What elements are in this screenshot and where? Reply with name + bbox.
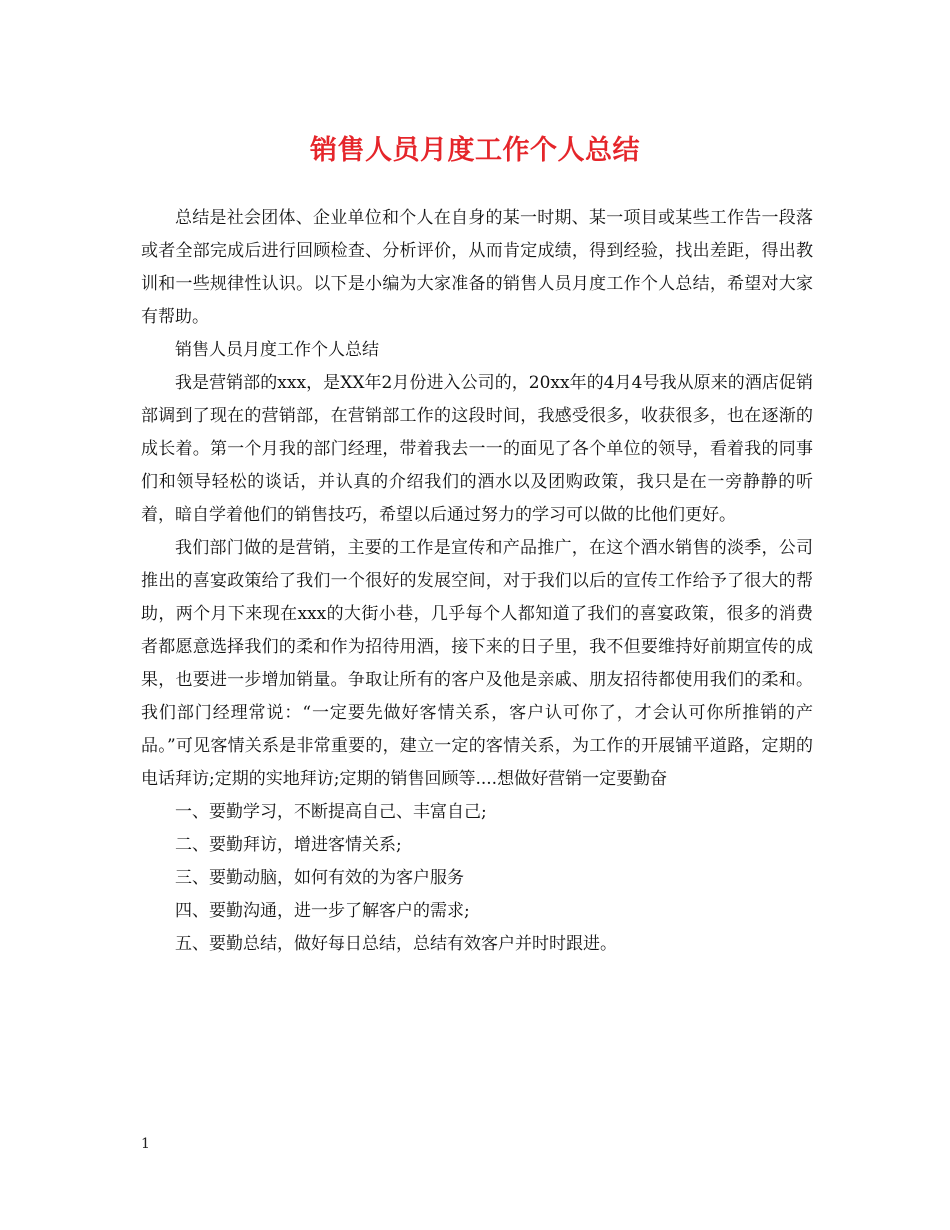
list-item-visit: 二、要勤拜访，增进客情关系; [175,835,402,855]
list-item-think: 三、要勤动脑，如何有效的为客户服务 [175,868,464,888]
paragraph-subtitle: 销售人员月度工作个人总结 [175,340,379,360]
document-title: 销售人员月度工作个人总结 [310,135,640,166]
paragraph-department-work: 我们部门做的是营销，主要的工作是宣传和产品推广，在这个酒水销售的淡季，公司推出的喜宴政策给了我们一个很好的发展空间，对于我们以后的宣传工作给予了很大的帮助，两个月下来现在xxx的大街小巷，几乎每个人都知道了我们的喜宴政策，很多的消费者都愿意选择我们的柔和作为招待用酒，接下来的日子里，我不但要维持好前期宣传的成果，也要进一步增加销量。争取让所有的客户及他是亲戚、朋友招待都使用我们的柔和。我们部门经理常说：“一定要先做好客情关系，客户认可你了，才会认可你所推销的产品。”可见客情关系是非常重要的，建立一定的客情关系，为工作的开展铺平道路，定期的电话拜访;定期的实地拜访;定期的销售回顾等....想做好营销一定要勤奋 [141,538,813,789]
list-item-summarize: 五、要勤总结，做好每日总结，总结有效客户并时时跟进。 [175,934,617,954]
list-item-study: 一、要勤学习，不断提高自己、丰富自己; [175,802,487,822]
page-number: 1 [141,1136,150,1152]
list-item-communicate: 四、要勤沟通，进一步了解客户的需求; [175,901,470,921]
paragraph-background: 我是营销部的xxx，是XX年2月份进入公司的，20xx年的4月4号我从原来的酒店促销部调到了现在的营销部，在营销部工作的这段时间，我感受很多，收获很多，也在逐渐的成长着。第一个月我的部门经理，带着我去一一的面见了各个单位的领导，看着我的同事们和领导轻松的谈话，并认真的介绍我们的酒水以及团购政策，我只是在一旁静静的听着，暗自学着他们的销售技巧，希望以后通过努力的学习可以做的比他们更好。 [141,373,813,525]
document-body [141,202,813,961]
paragraph-intro: 总结是社会团体、企业单位和个人在自身的某一时期、某一项目或某些工作告一段落或者全部完成后进行回顾检查、分析评价，从而肯定成绩，得到经验，找出差距，得出教训和一些规律性认识。以下是小编为大家准备的销售人员月度工作个人总结，希望对大家有帮助。 [141,208,813,327]
